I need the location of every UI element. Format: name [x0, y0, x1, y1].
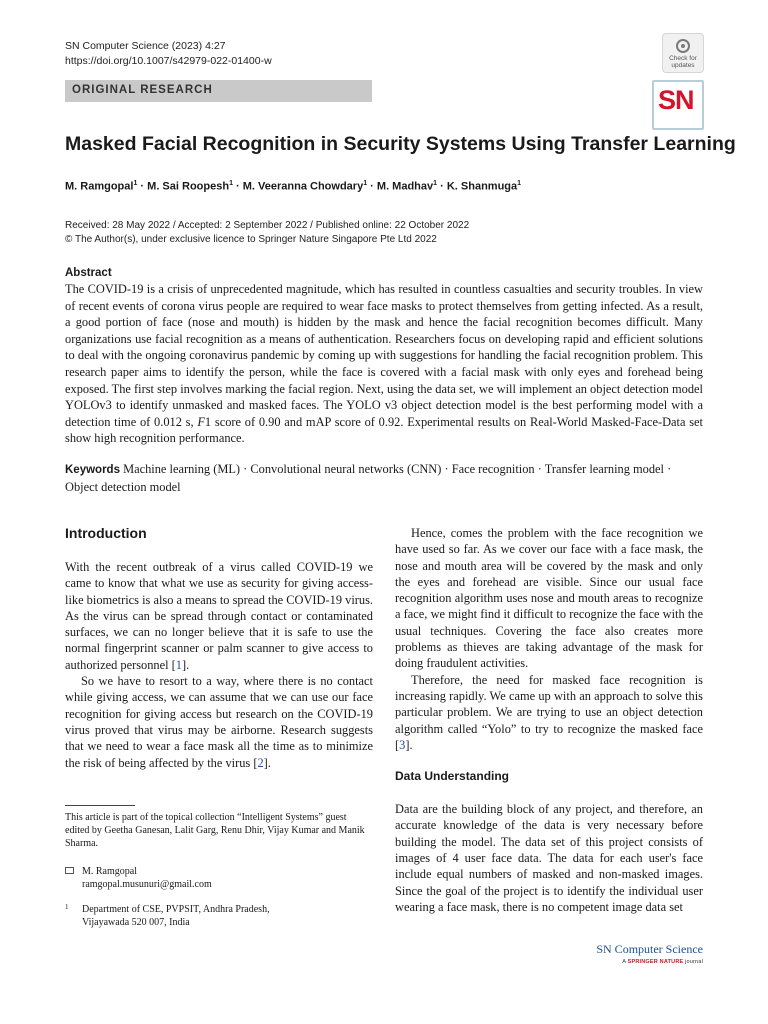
paper-title: Masked Facial Recognition in Security Systems Using Transfer Learning — [65, 133, 736, 155]
footnote-rule — [65, 805, 135, 806]
sn-logo-text: SN — [658, 85, 694, 115]
intro-paragraph-1 — [65, 559, 373, 673]
journal-citation: SN Computer Science (2023) 4:27 — [65, 40, 226, 52]
data-understanding-paragraph: Data are the building block of any project, and therefore, an accurate knowledge of the data is very necessary before building the model. The data set of this project consists of images of 4 user face data. The data for each user's face include equal numbers of masked and non-masked images. Since the goal of the project is to identify the individual user wearing a face mask, there is no competent image data set — [395, 802, 703, 914]
author-name: M. Veeranna Chowdary — [242, 180, 364, 193]
abstract-heading: Abstract — [65, 267, 112, 279]
collection-footnote: This article is part of the topical collection “Intelligent Systems” guest edited by Geetha Ganesan, Lalit Garg, Renu Dhir, Vijay Kumar and Manik Sharma. — [65, 812, 365, 849]
corresponding-author — [65, 865, 212, 891]
received-dates: Received: 28 May 2022 / Accepted: 2 September 2022 / Published online: 22 October 2022 — [65, 220, 470, 231]
intro-paragraph-4 — [395, 672, 703, 753]
data-understanding-heading: Data Understanding — [395, 769, 510, 784]
intro-p1-end: ]. — [182, 657, 190, 672]
intro-paragraph-3: Hence, comes the problem with the face recognition we have used so far. As we cover our face with a face mask, the nose and mouth area will be covered by the mask and only the eyes and forehead are visible. Since our usual face recognition algorithm uses nose and mouth areas to recognize a face, we might find it difficult to recognize the face with the usual techniques. Covering the face also creates more problems as thieves are taking advantage of the mask for doing fraudulent activities. — [395, 526, 703, 671]
author-affil-sup: 1 — [433, 180, 438, 187]
copyright-line: © The Author(s), under exclusive licence to Springer Nature Singapore Pte Ltd 2022 — [65, 233, 437, 245]
publication-dates — [65, 219, 469, 246]
author-name: M. Sai Roopesh — [147, 180, 230, 193]
keywords-text: Machine learning (ML) · Convolutional neural networks (CNN) · Face recognition · Transfer learning model · Object detection model — [65, 462, 672, 494]
affiliation-line-1: Department of CSE, PVPSIT, Andhra Pradesh, — [82, 904, 270, 915]
author-separator: · — [236, 180, 240, 193]
author-name: M. Ramgopal — [65, 180, 134, 193]
author-affil-sup: 1 — [133, 180, 138, 187]
publisher-prefix: A — [622, 959, 628, 965]
intro-paragraph-2 — [65, 673, 373, 771]
contact-email[interactable]: ramgopal.musunuri@gmail.com — [82, 879, 212, 890]
intro-p4-text: Therefore, the need for masked face recognition is increasing rapidly. We came up with an approach to solve this particular problem. We are trying to use an object detection algorithm called “Yolo” to try to recognize the masked face [ — [395, 672, 703, 752]
publisher-brand: SPRINGER NATURE — [627, 959, 684, 965]
update-check-icon — [676, 39, 690, 53]
affiliation-line-2: Vijayawada 520 007, India — [82, 917, 190, 928]
intro-p2-end: ]. — [263, 755, 271, 770]
abstract-text-1: The COVID-19 is a crisis of unprecedented magnitude, which has resulted in countless casualties and security troubles. In view of recent events of corona virus people are required to wear face masks to protect themselves from getting infected. As a result, a good portion of face (nose and mouth) is hidden by the mask and hence the facial recognition becomes difficult. Many organizations use facial recognition as a means of authentication. Researchers focus on developing rapid and efficient solutions to deal with the ongoing coronavirus pandemic by coming up with suggestions for handling the facial recognition problem. This research paper aims to identify the person, while the face is covered with a facial mask with only eyes and forehead being exposed. The first step involves marking the facial region. Next, using the data set, we will implement an object detection model YOLOv3 to identify unmasked and masked faces. The YOLO v3 object detection model is the best performing model with a detection time of 0.012 s, — [65, 282, 703, 429]
badge-text-1: Check for — [669, 55, 697, 62]
footer-publisher — [622, 959, 703, 965]
author-name: M. Madhav — [376, 180, 434, 193]
publisher-suffix: journal — [683, 959, 703, 965]
section-label: ORIGINAL RESEARCH — [72, 84, 213, 96]
introduction-heading: Introduction — [65, 525, 147, 541]
keywords-block — [65, 461, 703, 495]
citation-link[interactable]: 2 — [257, 755, 264, 770]
contact-name: M. Ramgopal — [82, 866, 137, 877]
doi-link[interactable]: https://doi.org/10.1007/s42979-022-01400-w — [65, 55, 272, 67]
author-name: K. Shanmuga — [446, 180, 518, 193]
intro-p2-text: So we have to resort to a way, where there is no contact while giving access, we can assume that we can use our face recognition for giving access but research on the COVID-19 virus proved that virus may be airborne. Research suggests that we need to wear a face mask all the time as to minimize the risk of being affected by the virus [ — [65, 674, 373, 770]
intro-p4-end: ]. — [405, 737, 413, 752]
footer-journal-name: SN Computer Science — [596, 942, 703, 956]
intro-p1-text: With the recent outbreak of a virus called COVID-19 we came to know that what we use as security for giving access-like biometrics is also a means to spread the COVID-19 virus. As the virus can be spread through contact or contaminated surfaces, we can no longer believe that it is safe to use the normal fingerprint scanner or palm scanner to give access to authorized personnel [ — [65, 560, 373, 672]
citation-link[interactable]: 3 — [399, 737, 406, 752]
author-affil-sup: 1 — [517, 180, 522, 187]
author-affil-sup: 1 — [229, 180, 233, 187]
right-column — [395, 525, 703, 915]
citation-link[interactable]: 1 — [175, 657, 182, 672]
author-affil-sup: 1 — [363, 180, 368, 187]
affiliation — [65, 903, 270, 929]
author-separator: · — [370, 180, 374, 193]
author-list — [65, 180, 521, 193]
left-column — [65, 525, 373, 771]
abstract-body — [65, 281, 703, 447]
journal-meta — [65, 39, 272, 69]
badge-text-2: updates — [671, 62, 695, 69]
keywords-heading: Keywords — [65, 464, 120, 476]
abstract-text-2: 1 score of 0.90 and mAP score of 0.92. Experimental results on Real-World Masked-Face-Data set show high recognition performance. — [65, 414, 703, 446]
sn-logo — [652, 80, 704, 130]
f1-symbol: F — [197, 414, 205, 429]
affiliation-number: 1 — [65, 903, 69, 911]
envelope-icon — [65, 867, 74, 874]
check-for-updates-badge[interactable] — [662, 33, 704, 73]
author-separator: · — [140, 180, 145, 193]
section-label-bar — [65, 80, 372, 102]
author-separator: · — [440, 180, 444, 193]
